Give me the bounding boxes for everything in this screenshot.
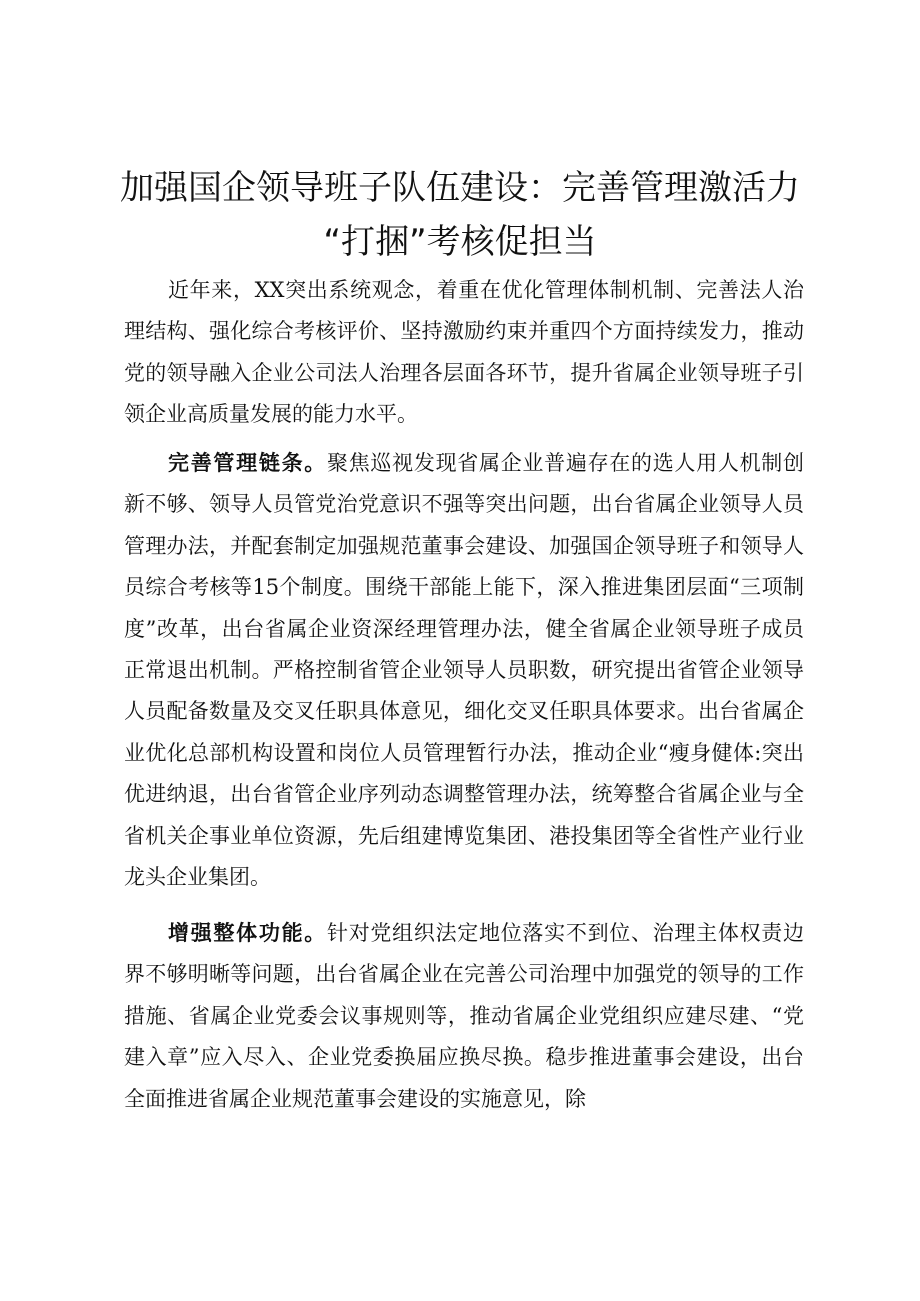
paragraph-text: 近年来，XX突出系统观念，着重在优化管理体制机制、完善法人治理结构、强化综合考核评价、坚持激励约束并重四个方面持续发力，推动党的领导融入企业公司法人治理各层面各环节，提升省属企业领导班子引领企业高质量发展的能力水平。 xyxy=(124,278,804,427)
paragraph-text: 聚焦巡视发现省属企业普遍存在的选人用人机制创新不够、领导人员管党治党意识不强等突出问题，出台省属企业领导人员管理办法，并配套制定加强规范董事会建设、加强国企领导班子和领导人员综合考核等15个制度。围绕干部能上能下，深入推进集团层面“三项制度”改革，出台省属企业资深经理管理办法，健全省属企业领导班子成员正常退出机制。严格控制省管企业领导人员职数，研究提出省管企业领导人员配备数量及交叉任职具体意见，细化交叉任职具体要求。出台省属企业优化总部机构设置和岗位人员管理暂行办法，推动企业“瘦身健体:突出优进纳退，出台省管企业序列动态调整管理办法，统筹整合省属企业与全省机关企事业单位资源，先后组建博览集团、港投集团等全省性产业行业龙头企业集团。 xyxy=(124,451,804,890)
document-title-line-2: “打捆”考核促担当 xyxy=(323,222,597,262)
document-title-line-1: 加强国企领导班子队伍建设：完善管理激活力 xyxy=(120,168,800,208)
paragraph-lead-heading: 完善管理链条。 xyxy=(168,451,327,475)
paragraph-intro xyxy=(124,270,804,436)
paragraph-management-chain xyxy=(124,443,804,898)
paragraph-overall-function xyxy=(124,913,804,1120)
paragraph-text: 针对党组织法定地位落实不到位、治理主体权责边界不够明晰等问题，出台省属企业在完善公司治理中加强党的领导的工作措施、省属企业党委会议事规则等，推动省属企业党组织应建尽建、“党建入章”应入尽入、企业党委换届应换尽换。稳步推进董事会建设，出台全面推进省属企业规范董事会建设的实施意见，除 xyxy=(124,921,804,1111)
paragraph-lead-heading: 增强整体功能。 xyxy=(168,921,327,945)
